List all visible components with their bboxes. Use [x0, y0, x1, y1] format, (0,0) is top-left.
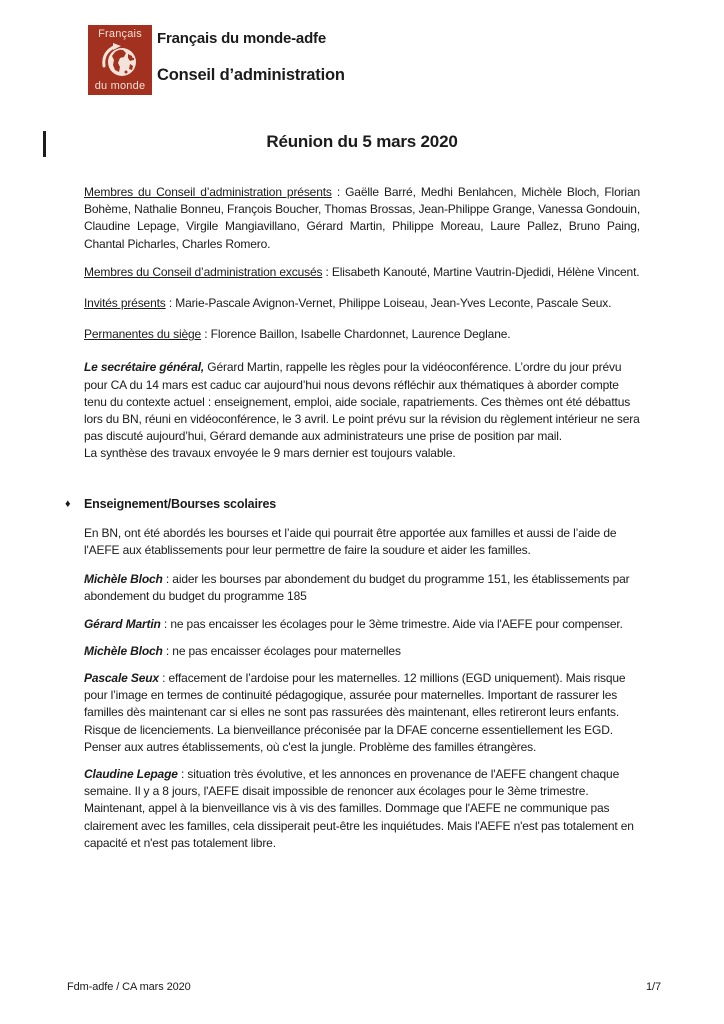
- attendance-present-names: Gaëlle Barré, Medhi Benlahcen, Michèle Bloch, Florian Bohème, Nathalie Bonneu, François Boucher, Thomas Brossas, Jean-Philippe Grange, Vanessa Gondouin, Claudine Lepage, Virgile Mangiavillano, Gérard Martin, Philippe Moreau, Laure Pallez, Bruno Paing, Chantal Picharles, Charles Romero.: [84, 185, 640, 251]
- attendance-guests-paragraph: [84, 295, 640, 312]
- attendance-guests-names: Marie-Pascale Avignon-Vernet, Philippe Loiseau, Jean-Yves Leconte, Pascale Seux.: [175, 296, 612, 311]
- speaker-text: ne pas encaisser écolages pour maternelles: [172, 643, 401, 658]
- org-subtitle: Conseil d’administration: [157, 66, 345, 84]
- speaker-text: ne pas encaisser les écolages pour le 3ème trimestre. Aide via l'AEFE pour compenser.: [170, 616, 623, 631]
- speaker-separator: :: [158, 671, 169, 686]
- logo-text-bottom: du monde: [94, 80, 146, 92]
- globe-icon: [100, 42, 140, 80]
- attendance-present-label: Membres du Conseil d’administration présents: [84, 185, 332, 199]
- attendance-guests-separator: :: [165, 296, 176, 311]
- speaker-paragraph-bloch-2: [84, 643, 640, 660]
- page-footer: [67, 981, 661, 993]
- speaker-text: effacement de l’ardoise pour les maternelles. 12 millions (EGD uniquement). Mais risque pour l’image en termes de continuité pédagogique, assurée pour maternelles. Important de rassurer les familles dès maintenant car si elles ne sont pas rassurées dès maintenant, elles retireront leurs enfants. Risque de licenciements. La bienveillance préconisée par la DFAE concerne essentiellement les EGD. Penser aux autres établissements, où c'est la jungle. Problème des familles étrangères.: [84, 671, 626, 754]
- speaker-separator: :: [177, 767, 188, 782]
- footer-document-reference: Fdm-adfe / CA mars 2020: [67, 981, 191, 993]
- org-name: Français du monde-adfe: [157, 30, 326, 47]
- logo-text-top: Français: [98, 28, 142, 40]
- speaker-paragraph-seux: [84, 670, 640, 756]
- attendance-excused-separator: :: [322, 264, 332, 279]
- attendance-staff-paragraph: [84, 326, 640, 343]
- section-heading-enseignement: [65, 496, 640, 513]
- attendance-excused-label: Membres du Conseil d’administration excusés: [84, 264, 323, 279]
- speaker-separator: :: [162, 572, 173, 587]
- speaker-separator: :: [162, 643, 173, 658]
- attendance-excused-names: Elisabeth Kanouté, Martine Vautrin-Djedidi, Hélène Vincent.: [331, 264, 640, 279]
- secretary-general-paragraph: [84, 359, 640, 462]
- speaker-name: Claudine Lepage: [84, 767, 178, 782]
- attendance-present-separator: :: [331, 185, 346, 199]
- document-body: [65, 184, 640, 862]
- diamond-bullet-icon: ♦: [65, 497, 71, 510]
- speaker-paragraph-bloch-1: [84, 571, 640, 605]
- speaker-separator: :: [160, 616, 171, 631]
- speaker-text: situation très évolutive, et les annonces en provenance de l'AEFE changent chaque semaine. Il y a 8 jours, l'AEFE disait impossible de renoncer aux écolages pour le 3ème trimestre. Maintenant, appel à la bienveillance vis à vis des familles. Dommage que l'AEFE ne communique pas clairement avec les familles, cela dissiperait peut-être les inquiétudes. Mais l'AEFE n'est pas totalement en capacité et n'est pas totalement libre.: [84, 767, 634, 850]
- section-intro-paragraph: En BN, ont été abordés les bourses et l’aide qui pourrait être apportée aux familles et aussi de l’aide de l'AEFE aux établissements pour leur permettre de faire la soudure et aider les familles.: [84, 525, 617, 558]
- synthesis-note: La synthèse des travaux envoyée le 9 mars dernier est toujours valable.: [84, 446, 456, 461]
- revision-change-bar: [43, 131, 46, 157]
- attendance-staff-names: Florence Baillon, Isabelle Chardonnet, Laurence Deglane.: [210, 327, 511, 342]
- header-text: [157, 30, 345, 85]
- speaker-name: Michèle Bloch: [84, 572, 163, 587]
- footer-page-number: 1/7: [646, 981, 661, 993]
- attendance-excused-paragraph: [84, 264, 640, 281]
- attendance-present-paragraph: [84, 184, 640, 253]
- speaker-name: Michèle Bloch: [84, 643, 163, 658]
- secretary-general-lead: Le secrétaire général,: [84, 360, 205, 375]
- secretary-general-text: Gérard Martin, rappelle les règles pour la vidéoconférence. L’ordre du jour prévu pour CA du 14 mars est caduc car aujourd’hui nous devons réfléchir aux thématiques à aborder compte tenu du contexte actuel : enseignement, emploi, aide sociale, rapatriements. Ces thèmes ont été débattus lors du BN, réuni en vidéoconférence, le 3 avril. Le point prévu sur la révision du règlement intérieur ne sera pas discuté aujourd’hui, Gérard demande aux administrateurs une prise de position par mail.: [84, 360, 640, 444]
- speaker-paragraph-martin: [84, 616, 640, 633]
- speaker-name: Pascale Seux: [84, 671, 159, 686]
- attendance-staff-label: Permanentes du siège: [84, 327, 202, 342]
- speaker-paragraph-lepage: [84, 766, 640, 852]
- page-title: Réunion du 5 mars 2020: [266, 132, 458, 151]
- speaker-text: aider les bourses par abondement du budget du programme 151, les établissements par abondement du budget du programme 185: [84, 572, 630, 604]
- section-heading-label: Enseignement/Bourses scolaires: [84, 496, 277, 511]
- speaker-name: Gérard Martin: [84, 616, 161, 631]
- attendance-staff-separator: :: [201, 327, 211, 342]
- org-logo: [88, 25, 152, 95]
- attendance-guests-label: Invités présents: [84, 296, 166, 311]
